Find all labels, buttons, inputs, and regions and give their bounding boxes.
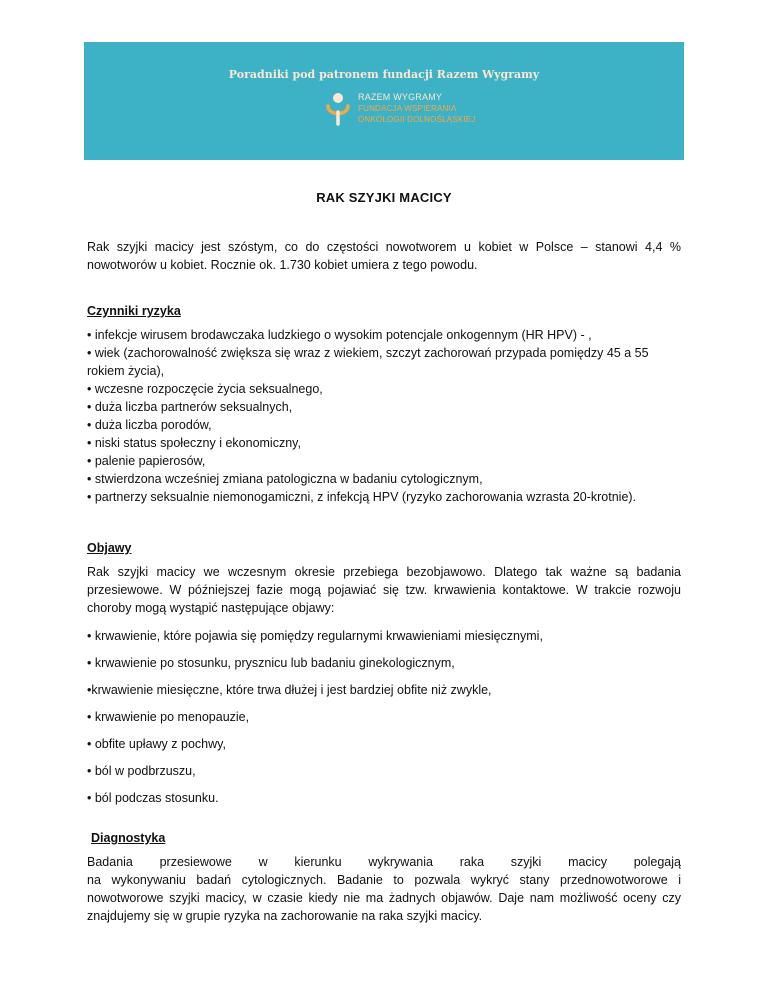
diagnostics-heading: Diagnostyka xyxy=(91,831,166,845)
list-item: •krwawienie miesięczne, które trwa dłużej i jest bardziej obfite niż zwykle, xyxy=(87,683,492,697)
symptoms-intro: Rak szyjki macicy we wczesnym okresie przebiega bezobjawowo. Dlatego tak ważne są badania przesiewowe. W późniejszej fazie mogą pojawiać się tzw. krwawienia kontaktowe. W trakcie rozwoju choroby mogą wystąpić następujące objawy: xyxy=(87,565,681,615)
diagnostics-section xyxy=(87,829,681,925)
diagnostics-first-line xyxy=(87,853,681,871)
word: w xyxy=(258,855,268,869)
word: macicy xyxy=(568,855,607,869)
word: szyjki xyxy=(510,855,542,869)
symptoms-section xyxy=(87,539,681,816)
logo-text xyxy=(358,92,476,125)
word: przesiewowe xyxy=(159,855,232,869)
list-item: • krwawienie, które pojawia się pomiędzy regularnymi krwawieniami miesięcznymi, xyxy=(87,629,543,643)
word: Badania xyxy=(87,855,133,869)
list-item: • duża liczba porodów, xyxy=(87,418,212,432)
list-item: • partnerzy seksualnie niemonogamiczni, z infekcją HPV (ryzyko zachorowania wzrasta 20-krotnie). xyxy=(87,490,637,504)
intro-paragraph: Rak szyjki macicy jest szóstym, co do częstości nowotworem u kobiet w Polsce – stanowi 4,4 % nowotworów u kobiet. Rocznie ok. 1.730 kobiet umiera z tego powodu. xyxy=(87,240,681,272)
risk-factors-heading: Czynniki ryzyka xyxy=(87,304,181,318)
logo-line-3: ONKOLOGII DOLNOŚLĄSKIEJ xyxy=(358,115,476,124)
list-item: • palenie papierosów, xyxy=(87,454,206,468)
risk-factors-section xyxy=(87,302,681,506)
diagnostics-paragraph: na wykonywaniu badań cytologicznych. Badanie to pozwala wykryć stany przednowotworowe i nowotworowe szyjki macicy, w czasie kiedy nie ma żadnych objawów. Daje nam możliwość oceny czy znajdujemy się w grupie ryzyka na zachorowanie na raka szyjki macicy. xyxy=(87,873,681,923)
list-item: • ból podczas stosunku. xyxy=(87,791,219,805)
list-item: • infekcje wirusem brodawczaka ludzkiego o wysokim potencjale onkogennym (HR HPV) - , xyxy=(87,328,592,342)
logo-line-2: FUNDACJA WSPIERANIA xyxy=(358,104,457,113)
list-item: • niski status społeczny i ekonomiczny, xyxy=(87,436,301,450)
symptoms-heading: Objawy xyxy=(87,541,132,555)
list-item: • krwawienie po menopauzie, xyxy=(87,710,250,724)
word: raka xyxy=(459,855,485,869)
list-item: • wczesne rozpoczęcie życia seksualnego, xyxy=(87,382,323,396)
list-item: • stwierdzona wcześniej zmiana patologiczna w badaniu cytologicznym, xyxy=(87,472,483,486)
list-item: • krwawienie po stosunku, prysznicu lub badaniu ginekologicznym, xyxy=(87,656,455,670)
list-item: • ból w podbrzuszu, xyxy=(87,764,196,778)
list-item: • obfite upławy z pochwy, xyxy=(87,737,226,751)
document-title: RAK SZYJKI MACICY xyxy=(316,190,452,205)
logo-line-1: RAZEM WYGRAMY xyxy=(358,92,443,102)
list-item: • wiek (zachorowalność zwiększa się wraz z wiekiem, szczyt zachorowań przypada pomiędzy 45 a 55 rokiem życia), xyxy=(87,346,649,378)
list-item: • duża liczba partnerów seksualnych, xyxy=(87,400,293,414)
person-heart-icon xyxy=(324,92,352,126)
word: wykrywania xyxy=(368,855,433,869)
word: polegają xyxy=(633,855,681,869)
header-banner xyxy=(84,42,684,160)
banner-title: Poradniki pod patronem fundacji Razem Wygramy xyxy=(228,68,540,81)
word: kierunku xyxy=(294,855,342,869)
